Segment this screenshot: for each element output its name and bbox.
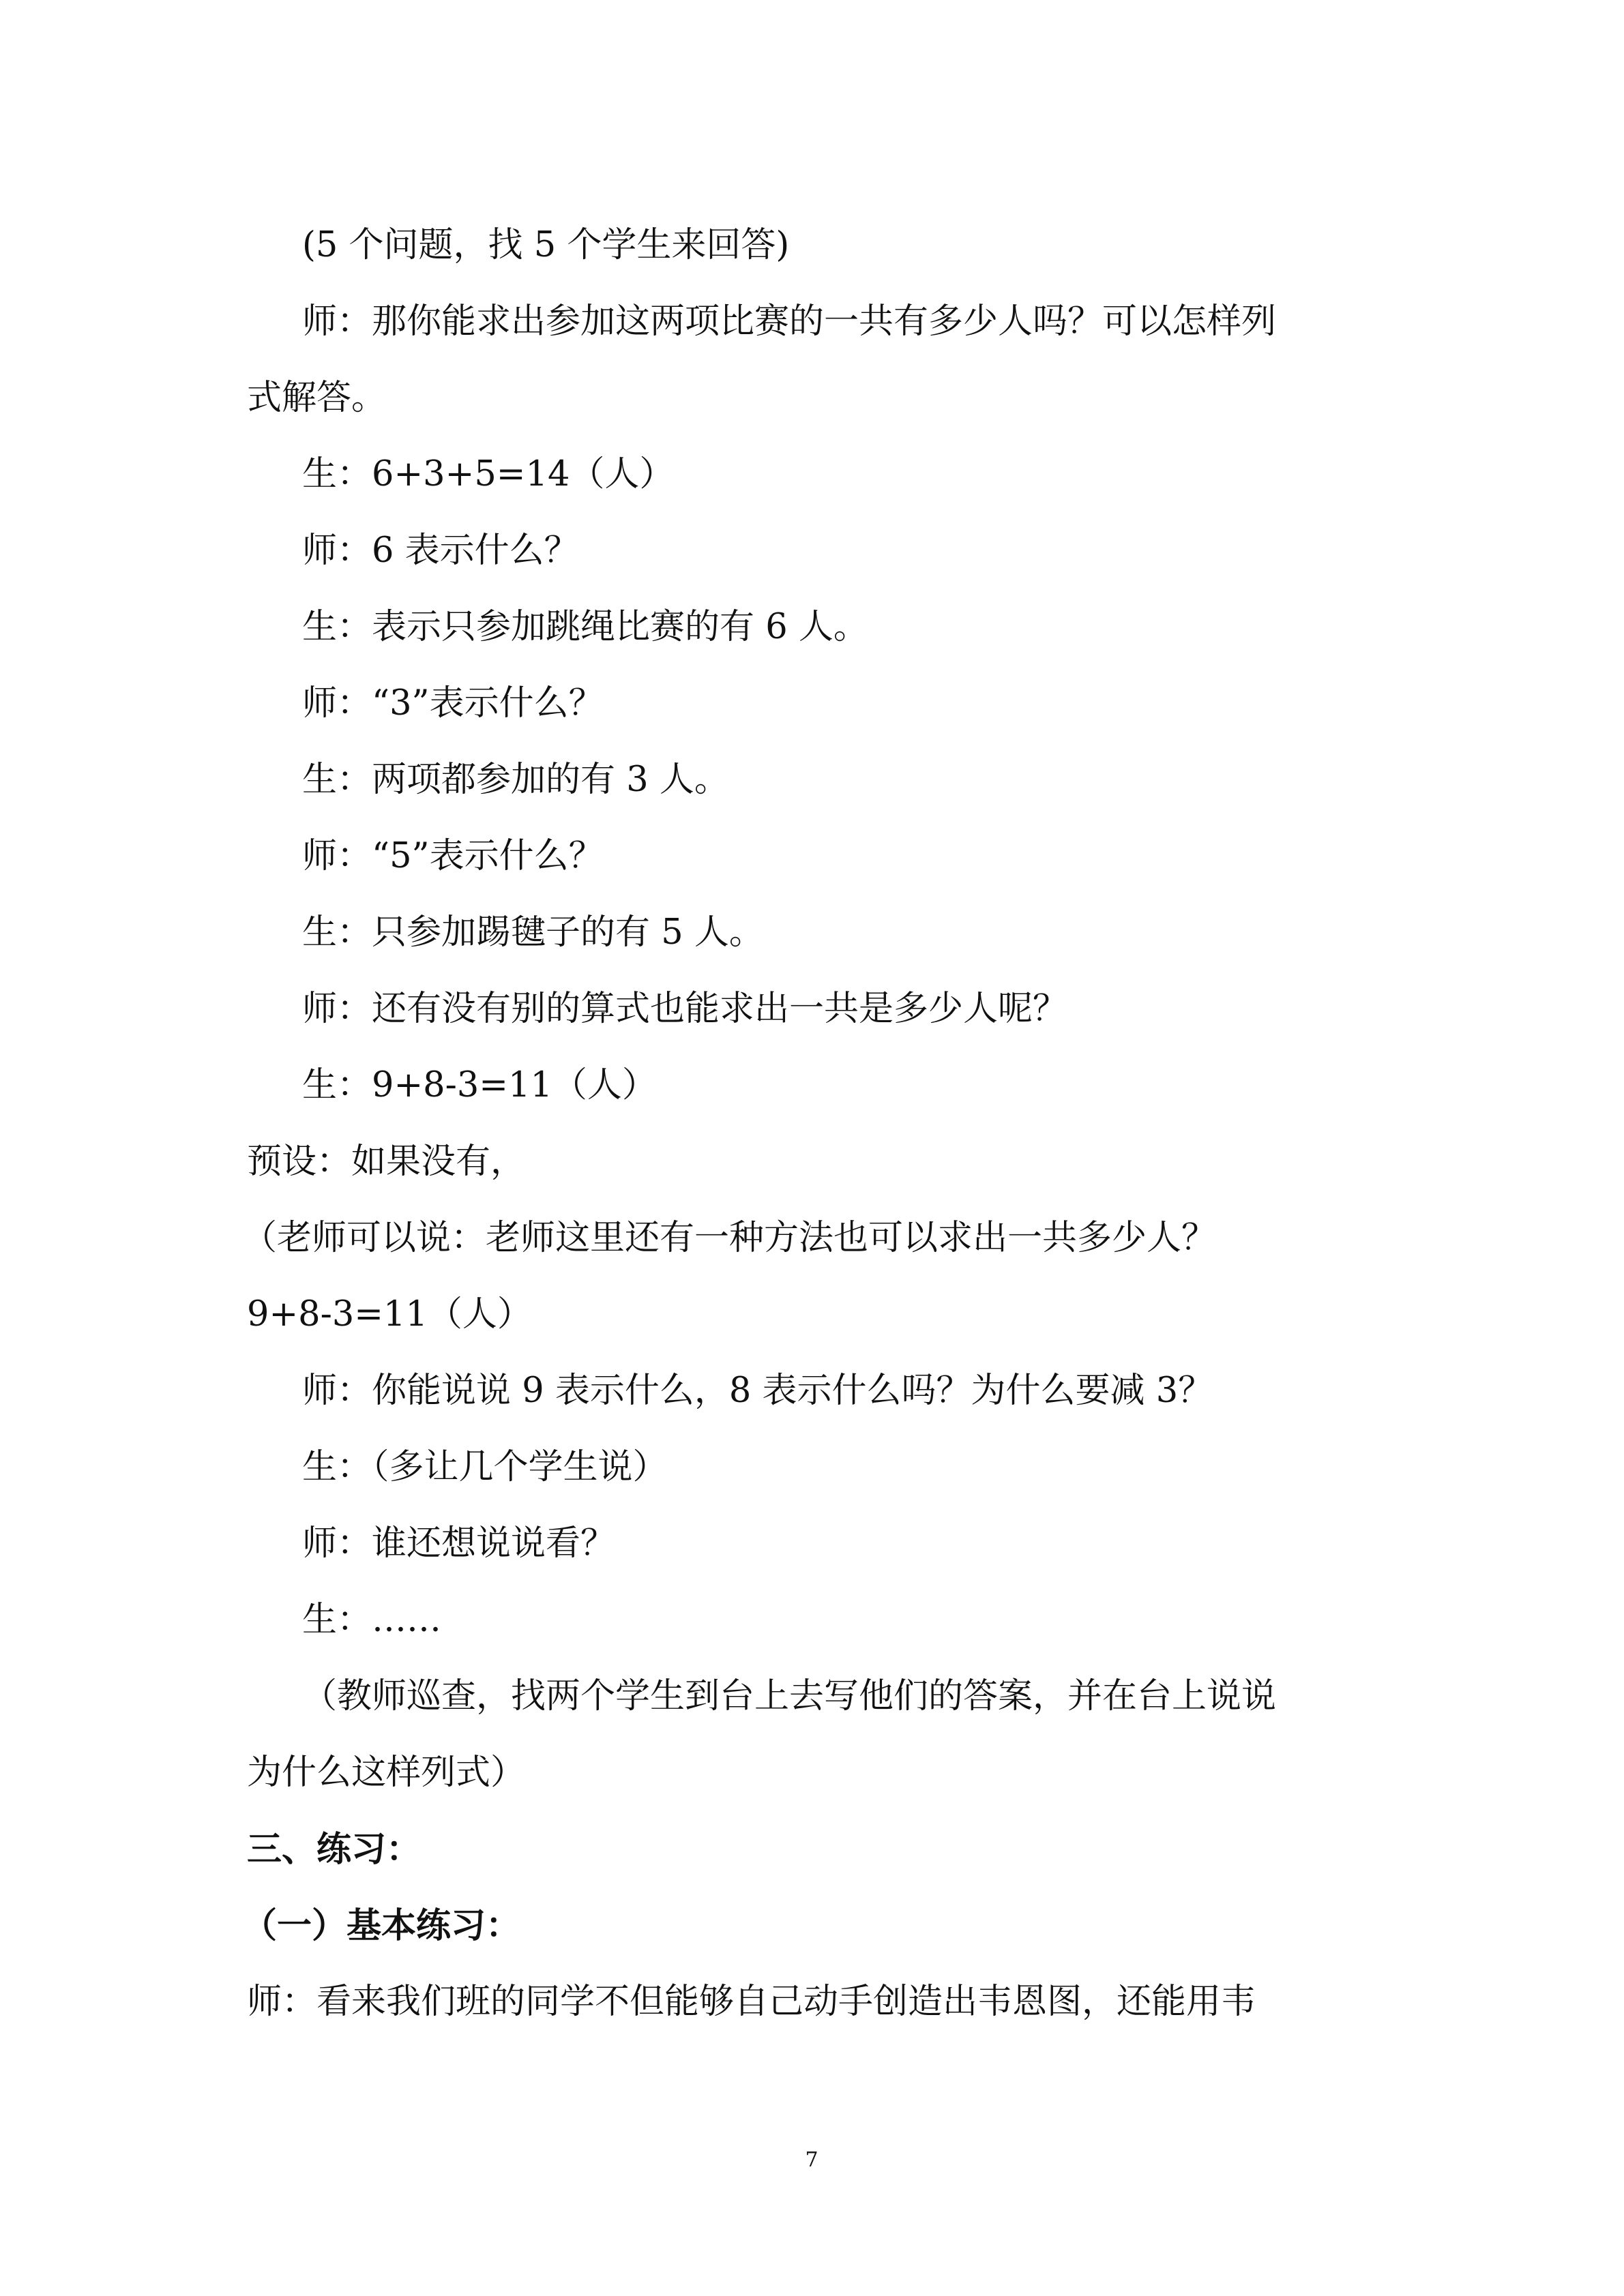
text-line: 生：两项都参加的有 3 人。: [302, 760, 729, 800]
text-line: 师：6 表示什么？: [302, 531, 579, 571]
subsection-heading: （一）基本练习：: [242, 1905, 521, 1946]
text-line: 9+8-3=11（人）: [247, 1294, 532, 1335]
text-line: 师：还有没有别的算式也能求出一共是多少人呢？: [302, 989, 1068, 1029]
text-line: （老师可以说：老师这里还有一种方法也可以求出一共多少人？: [242, 1218, 1217, 1258]
text-line: （教师巡查，找两个学生到台上去写他们的答案，并在台上说说: [302, 1676, 1277, 1716]
section-heading: 三、练习：: [247, 1829, 422, 1870]
text-line: 生：（多让几个学生说）: [302, 1447, 668, 1487]
text-line: 生：表示只参加跳绳比赛的有 6 人。: [302, 607, 868, 647]
text-line: 式解答。: [247, 378, 387, 418]
text-line: 师：那你能求出参加这两项比赛的一共有多少人吗？可以怎样列: [302, 301, 1277, 342]
text-line: 生：只参加踢毽子的有 5 人。: [302, 912, 764, 953]
text-line: 为什么这样列式）: [247, 1753, 526, 1793]
text-line: 师：“3”表示什么？: [302, 683, 604, 724]
text-line: 师：看来我们班的同学不但能够自己动手创造出韦恩图，还能用韦: [247, 1982, 1256, 2022]
text-line: 生：6+3+5=14（人）: [302, 454, 675, 494]
text-line: 生：……: [302, 1600, 442, 1640]
text-line: 师：谁还想说说看？: [302, 1523, 616, 1564]
page-number: 7: [805, 2148, 818, 2172]
text-line: (5 个问题，找 5 个学生来回答): [302, 225, 790, 265]
text-line: 预设：如果没有，: [247, 1142, 526, 1182]
text-line: 师：“5”表示什么？: [302, 836, 604, 876]
text-line: 生：9+8-3=11（人）: [302, 1065, 657, 1105]
text-line: 师：你能说说 9 表示什么，8 表示什么吗？为什么要减 3？: [302, 1371, 1213, 1411]
